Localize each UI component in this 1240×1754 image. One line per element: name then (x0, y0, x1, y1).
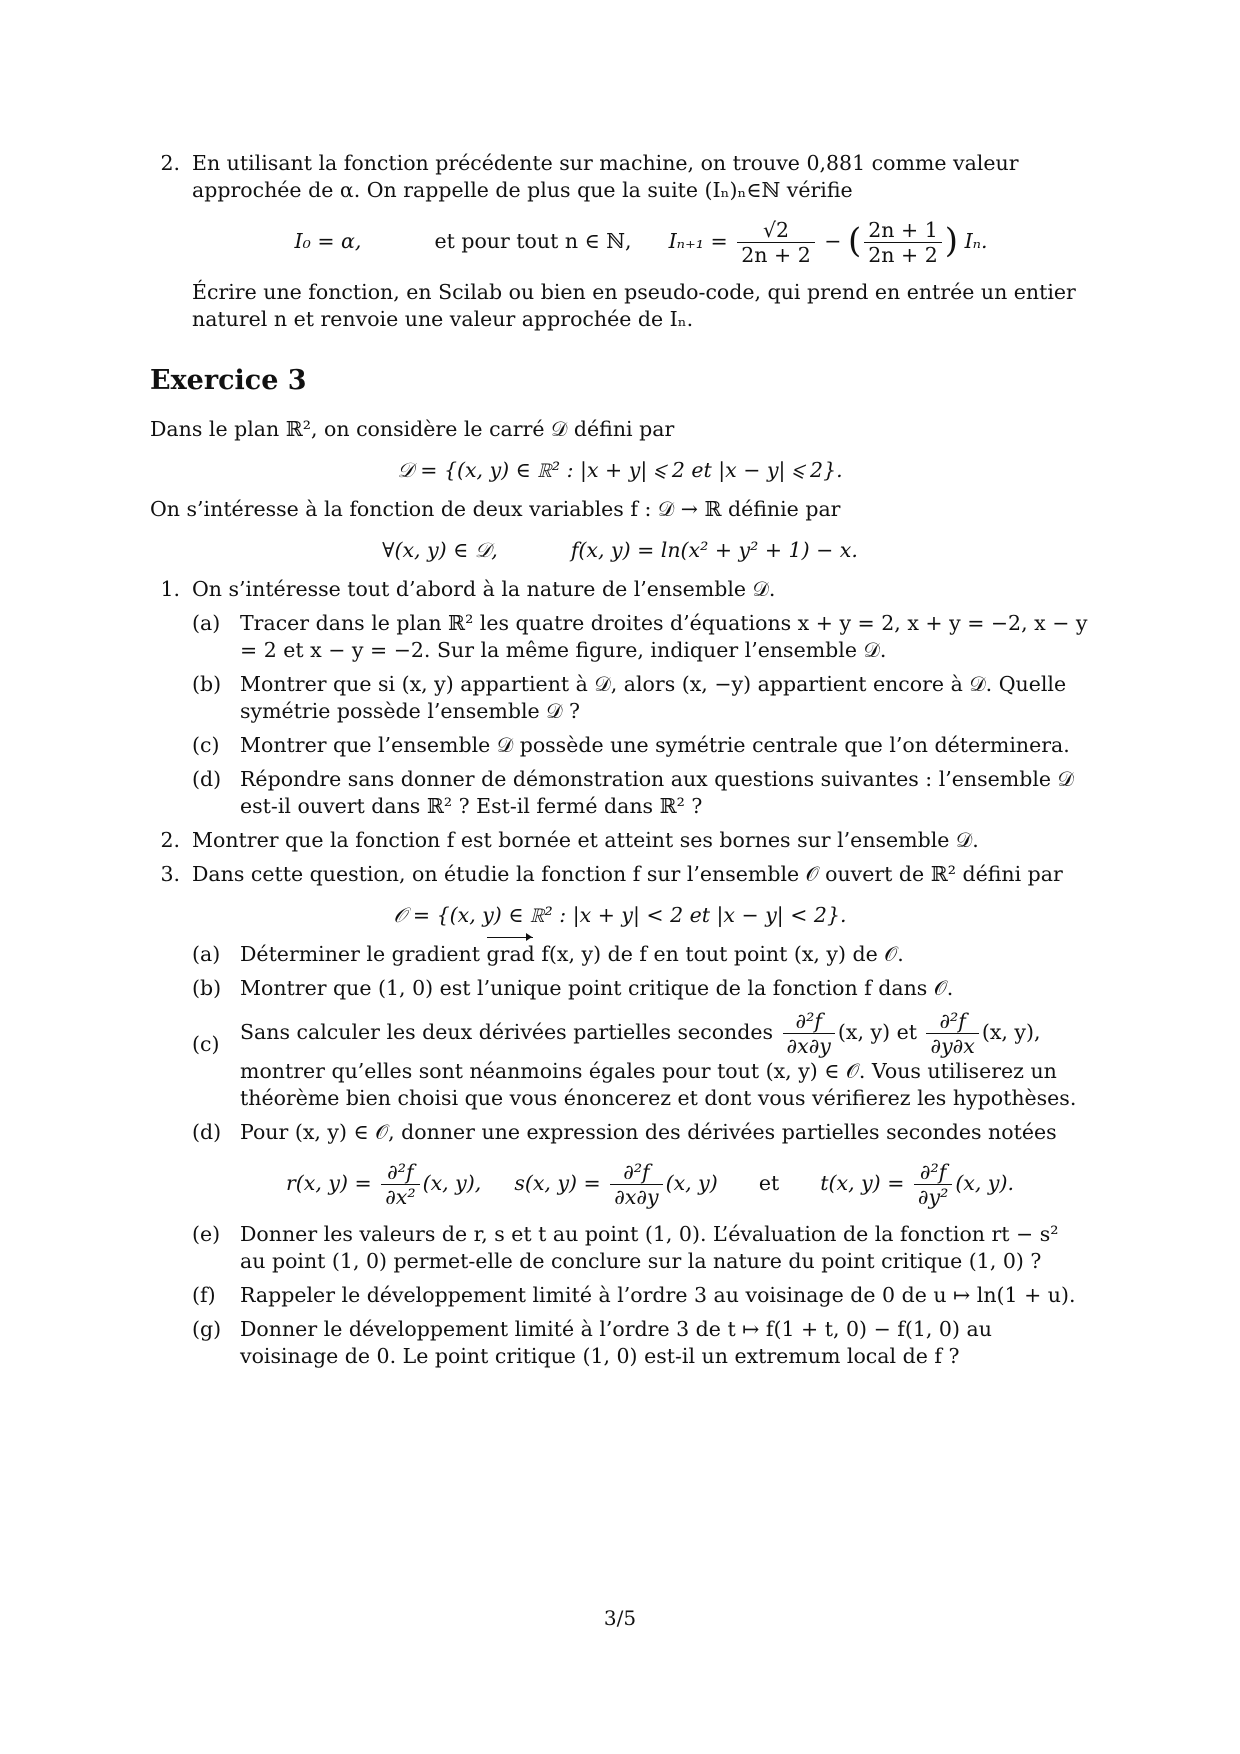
set-O-definition: 𝒪 = {(x, y) ∈ ℝ² : |x + y| < 2 et |x − y| < 2}. (393, 903, 847, 927)
mixed-partial-xy: $\frac{\text{∂²f}}{\partial x\partial y}$ (783, 1009, 835, 1058)
question-3f: (f) Rappeler le développement limité à l’ordre 3 au voisinage de 0 de u ↦ ln(1 + u). (192, 1283, 1076, 1307)
question-3g: (g) Donner le développement limité à l’ordre 3 de t ↦ f(1 + t, 0) − f(1, 0) au voisinage de 0. Le point critique (1, 0) est-il un extremum local de f ? (192, 1317, 992, 1368)
question-1: 1. On s’intéresse tout d’abord à la nature de l’ensemble 𝒟. (160, 577, 776, 601)
function-definition: ∀(x, y) ∈ 𝒟, f(x, y) = ln(x² + y² + 1) − x. (382, 538, 858, 562)
eq-lhs: Iₙ₊₁ = (668, 229, 728, 253)
question-1b: (b) Montrer que si (x, y) appartient à 𝒟, alors (x, −y) appartient encore à 𝒟. Quelle symétrie possède l’ensemble 𝒟 ? (192, 672, 1067, 723)
question-1d: (d) Répondre sans donner de démonstration aux questions suivantes : l’ensemble 𝒟 est-il ouvert dans ℝ² ? Est-il fermé dans ℝ² ? (192, 767, 1074, 818)
question-instruction: Écrire une fonction, en Scilab ou bien en pseudo-code, qui prend en entrée un entier naturel n et renvoie une valeur approchée de Iₙ. (192, 280, 1076, 331)
question-3: 3. Dans cette question, on étudie la fonction f sur l’ensemble 𝒪 ouvert de ℝ² défini par (160, 862, 1063, 886)
exercise-intro: Dans le plan ℝ², on considère le carré 𝒟 défini par (150, 417, 675, 441)
exercise-title: Exercice 3 (150, 365, 307, 396)
question-number: 2. (160, 151, 180, 175)
question-1a: (a) Tracer dans le plan ℝ² les quatre droites d’équations x + y = 2, x + y = −2, x − y = 2 et x − y = −2. Sur la même figure, indiquer l’ensemble 𝒟. (192, 611, 1088, 662)
eq-quantifier: et pour tout n ∈ ℕ, (434, 229, 632, 253)
question-3d: (d) Pour (x, y) ∈ 𝒪, donner une expression des dérivées partielles secondes notées (192, 1120, 1057, 1144)
recurrence-equation: I₀ = α, et pour tout n ∈ ℕ, Iₙ₊₁ = $\frac{√2}{2n + 2}$ − ( $\frac{2n + 1}{2n + 2}$ ) Iₙ. (294, 218, 988, 267)
page-content (150, 150, 1090, 1370)
question-1c: (c) Montrer que l’ensemble 𝒟 possède une symétrie centrale que l’on déterminera. (192, 733, 1070, 757)
mixed-partial-yx: $\frac{\text{∂²f}}{\partial y\partial x}$ (926, 1009, 978, 1058)
question-text: En utilisant la fonction précédente sur machine, on trouve 0,881 comme valeur approchée de α. On rappelle de plus que la suite (Iₙ)ₙ∈ℕ vérifie (192, 151, 1019, 202)
page-number: 3/5 (603, 1606, 637, 1630)
question-3b: (b) Montrer que (1, 0) est l’unique point critique de la fonction f dans 𝒪. (192, 976, 954, 1000)
question-3e: (e) Donner les valeurs de r, s et t au point (1, 0). L’évaluation de la fonction rt − s² au point (1, 0) permet-elle de conclure sur la nature du point critique (1, 0) ? (192, 1222, 1059, 1273)
fraction-sqrt2: $\frac{√2}{2n + 2}$ (737, 218, 815, 267)
question-2-previous (150, 150, 1090, 333)
set-D-definition: 𝒟 = {(x, y) ∈ ℝ² : |x + y| ⩽ 2 et |x − y| ⩽ 2}. (397, 458, 843, 482)
second-derivatives-equation: r(x, y) = $\frac{\text{∂²f}}{\text{∂x²}}$ (x, y), s(x, y) = $\frac{\text{∂²f}}{\partial x\partial y}$ (x, y) et t(x, y) = $\frac{\text{∂²f}}{\text{∂y²}}$ (x, y). (285, 1160, 1014, 1209)
question-3c: (c) Sans calculer les deux dérivées partielles secondes $\frac{\text{∂²f}}{\partial x\partial y}$ (x, y) et $\frac{\text{∂²f}}{\partial y\partial x}$ (x, y), montrer qu’elles sont néanmoins égales pour tout (x, y) ∈ 𝒪. Vous utiliserez un théorème bien choisi que vous énoncerez et dont vous vérifierez les hypothèses. (192, 1009, 1077, 1110)
fraction-coefficient: $\frac{2n + 1}{2n + 2}$ (864, 218, 942, 267)
question-3a: (a) Déterminer le gradient grad f(x, y) de f en tout point (x, y) de 𝒪. (192, 942, 904, 966)
question-2: 2. Montrer que la fonction f est bornée et atteint ses bornes sur l’ensemble 𝒟. (160, 828, 979, 852)
exercise-intro-function: On s’intéresse à la fonction de deux variables f : 𝒟 → ℝ définie par (150, 497, 841, 521)
eq-initial: I₀ = α, (294, 229, 362, 253)
gradient-symbol: grad (486, 942, 535, 966)
